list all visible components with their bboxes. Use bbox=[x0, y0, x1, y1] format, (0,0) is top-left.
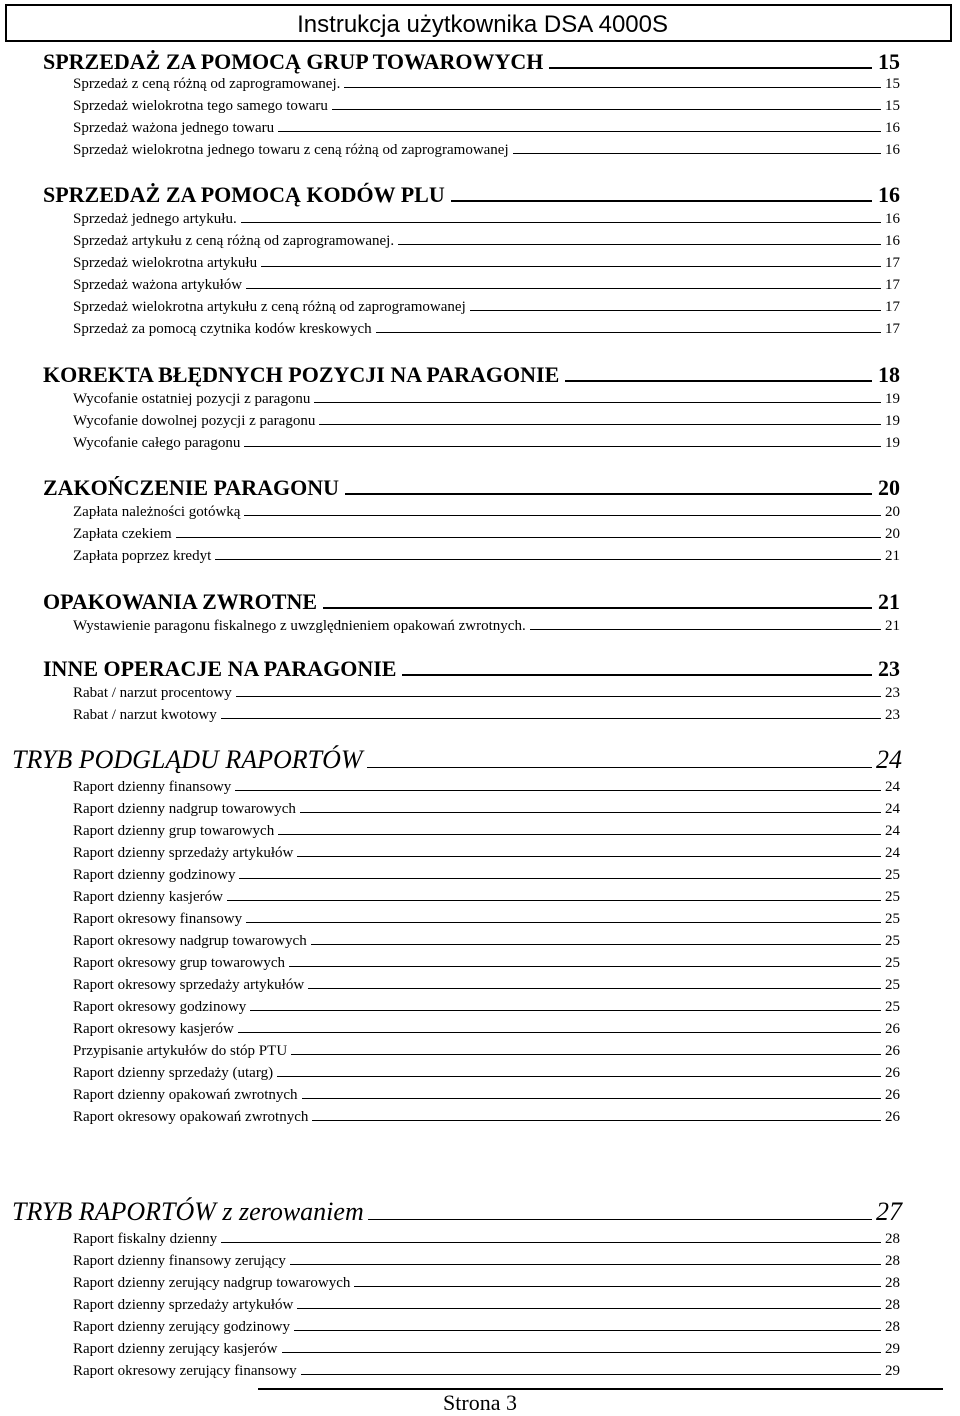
toc-entry[interactable] bbox=[73, 911, 900, 931]
toc-entry[interactable] bbox=[73, 211, 900, 231]
toc-leader-line bbox=[261, 266, 881, 267]
toc-section-heading[interactable] bbox=[43, 362, 900, 390]
toc-page-number: 24 bbox=[876, 745, 902, 774]
toc-section-heading[interactable] bbox=[12, 1197, 902, 1231]
toc-entry[interactable] bbox=[73, 526, 900, 546]
toc-leader-line bbox=[289, 966, 881, 967]
toc-entry-title: Sprzedaż ważona artykułów bbox=[73, 277, 243, 293]
toc-leader-line bbox=[368, 1219, 872, 1220]
toc-page-number: 15 bbox=[885, 98, 900, 114]
toc-page-number: 16 bbox=[885, 142, 900, 158]
toc-entry[interactable] bbox=[73, 1231, 900, 1251]
toc-leader-line bbox=[451, 200, 872, 202]
toc-entry-title: Raport dzienny kasjerów bbox=[73, 889, 223, 905]
toc-leader-line bbox=[235, 790, 881, 791]
toc-leader-line bbox=[376, 332, 881, 333]
footer-rule bbox=[258, 1388, 943, 1390]
toc-page-number: 19 bbox=[885, 391, 900, 407]
toc-entry-title: Raport dzienny zerujący godzinowy bbox=[73, 1319, 291, 1335]
toc-entry-title: Raport dzienny zerujący nadgrup towarowych bbox=[73, 1275, 351, 1291]
toc-entry[interactable] bbox=[73, 98, 900, 118]
toc-page-number: 20 bbox=[885, 526, 900, 542]
toc-entry[interactable] bbox=[73, 1297, 900, 1317]
toc-page-number: 15 bbox=[885, 76, 900, 92]
toc-leader-line bbox=[246, 922, 881, 923]
toc-leader-line bbox=[236, 696, 881, 697]
toc-page-number: 16 bbox=[885, 120, 900, 136]
toc-entry[interactable] bbox=[73, 435, 900, 455]
toc-leader-line bbox=[314, 402, 881, 403]
toc-entry-title: Raport dzienny sprzedaży (utarg) bbox=[73, 1065, 274, 1081]
toc-entry[interactable] bbox=[73, 955, 900, 975]
toc-leader-line bbox=[278, 131, 881, 132]
toc-leader-line bbox=[302, 1098, 881, 1099]
toc-leader-line bbox=[398, 244, 881, 245]
toc-page-number: 19 bbox=[885, 435, 900, 451]
toc-leader-line bbox=[367, 767, 872, 768]
toc-leader-line bbox=[246, 288, 881, 289]
toc-leader-line bbox=[308, 988, 881, 989]
toc-entry-title: Raport dzienny sprzedaży artykułów bbox=[73, 1297, 294, 1313]
toc-leader-line bbox=[294, 1330, 881, 1331]
toc-entry-title: Zapłata należności gotówką bbox=[73, 504, 241, 520]
toc-entry-title: Sprzedaż z ceną różną od zaprogramowanej. bbox=[73, 76, 341, 92]
toc-entry[interactable] bbox=[73, 1363, 900, 1383]
toc-entry[interactable] bbox=[73, 391, 900, 411]
toc-entry[interactable] bbox=[73, 142, 900, 162]
toc-section-heading[interactable] bbox=[43, 182, 900, 210]
toc-entry-title: Sprzedaż artykułu z ceną różną od zaprogramowanej. bbox=[73, 233, 395, 249]
toc-page-number: 28 bbox=[885, 1319, 900, 1335]
toc-leader-line bbox=[311, 944, 881, 945]
toc-entry-title: Raport okresowy godzinowy bbox=[73, 999, 247, 1015]
toc-page-number: 21 bbox=[885, 548, 900, 564]
toc-section-heading[interactable] bbox=[43, 656, 900, 684]
toc-section-heading[interactable] bbox=[12, 745, 902, 779]
toc-page-number: 29 bbox=[885, 1363, 900, 1379]
toc-entry-title: Przypisanie artykułów do stóp PTU bbox=[73, 1043, 288, 1059]
toc-page-number: 25 bbox=[885, 889, 900, 905]
toc-leader-line bbox=[176, 537, 881, 538]
toc-page-number: 26 bbox=[885, 1043, 900, 1059]
toc-entry[interactable] bbox=[73, 120, 900, 140]
toc-entry-title: Raport okresowy kasjerów bbox=[73, 1021, 234, 1037]
toc-entry-title: Zapłata czekiem bbox=[73, 526, 172, 542]
toc-page-number: 25 bbox=[885, 977, 900, 993]
toc-entry[interactable] bbox=[73, 1253, 900, 1273]
toc-entry[interactable] bbox=[73, 1341, 900, 1361]
toc-entry-title: Raport okresowy zerujący finansowy bbox=[73, 1363, 297, 1379]
toc-leader-line bbox=[549, 67, 872, 69]
toc-leader-line bbox=[470, 310, 881, 311]
toc-page-number: 26 bbox=[885, 1065, 900, 1081]
toc-entry[interactable] bbox=[73, 1021, 900, 1041]
toc-entry-title: KOREKTA BŁĘDNYCH POZYCJI NA PARAGONIE bbox=[43, 362, 560, 387]
toc-entry-title: Wycofanie całego paragonu bbox=[73, 435, 241, 451]
toc-entry-title: Raport dzienny zerujący kasjerów bbox=[73, 1341, 278, 1357]
toc-entry[interactable] bbox=[73, 76, 900, 96]
toc-entry-title: Wystawienie paragonu fiskalnego z uwzględnieniem opakowań zwrotnych. bbox=[73, 618, 526, 634]
toc-page-number: 23 bbox=[878, 656, 900, 681]
toc-page-number: 16 bbox=[878, 182, 900, 207]
toc-entry[interactable] bbox=[73, 779, 900, 799]
toc-entry[interactable] bbox=[73, 867, 900, 887]
toc-page-number: 21 bbox=[885, 618, 900, 634]
toc-entry[interactable] bbox=[73, 845, 900, 865]
toc-leader-line bbox=[238, 1032, 881, 1033]
toc-leader-line bbox=[244, 515, 881, 516]
toc-leader-line bbox=[227, 900, 881, 901]
toc-entry[interactable] bbox=[73, 413, 900, 433]
toc-entry[interactable] bbox=[73, 1043, 900, 1063]
toc-entry-title: OPAKOWANIA ZWROTNE bbox=[43, 589, 318, 614]
toc-entry-title: Raport fiskalny dzienny bbox=[73, 1231, 218, 1247]
toc-entry-title: Wycofanie ostatniej pozycji z paragonu bbox=[73, 391, 311, 407]
toc-entry[interactable] bbox=[73, 255, 900, 275]
toc-entry[interactable] bbox=[73, 707, 900, 727]
toc-entry-title: Sprzedaż wielokrotna artykułu z ceną różną od zaprogramowanej bbox=[73, 299, 466, 315]
toc-entry[interactable] bbox=[73, 801, 900, 821]
toc-page-number: 23 bbox=[885, 707, 900, 723]
toc-entry-title: Wycofanie dowolnej pozycji z paragonu bbox=[73, 413, 316, 429]
toc-leader-line bbox=[300, 812, 881, 813]
toc-entry-title: Raport okresowy grup towarowych bbox=[73, 955, 286, 971]
toc-entry-title: Sprzedaż wielokrotna jednego towaru z ceną różną od zaprogramowanej bbox=[73, 142, 509, 158]
toc-page-number: 24 bbox=[885, 823, 900, 839]
toc-section-heading[interactable] bbox=[43, 475, 900, 503]
toc-entry[interactable] bbox=[73, 1087, 900, 1107]
toc-page-number: 25 bbox=[885, 867, 900, 883]
toc-leader-line bbox=[513, 153, 881, 154]
toc-page-number: 23 bbox=[885, 685, 900, 701]
toc-entry-title: Raport dzienny nadgrup towarowych bbox=[73, 801, 296, 817]
toc-entry-title: Rabat / narzut kwotowy bbox=[73, 707, 217, 723]
toc-page-number: 26 bbox=[885, 1109, 900, 1125]
toc-entry[interactable] bbox=[73, 999, 900, 1019]
toc-entry-title: Raport okresowy opakowań zwrotnych bbox=[73, 1109, 309, 1125]
toc-leader-line bbox=[244, 446, 881, 447]
toc-leader-line bbox=[332, 109, 881, 110]
toc-entry-title: Sprzedaż wielokrotna artykułu bbox=[73, 255, 258, 271]
toc-entry-title: INNE OPERACJE NA PARAGONIE bbox=[43, 656, 397, 681]
toc-entry-title: TRYB RAPORTÓW z zerowaniem bbox=[12, 1197, 364, 1226]
toc-entry-title: Raport okresowy nadgrup towarowych bbox=[73, 933, 307, 949]
toc-entry-title: Sprzedaż wielokrotna tego samego towaru bbox=[73, 98, 328, 114]
toc-entry-title: Sprzedaż ważona jednego towaru bbox=[73, 120, 275, 136]
toc-entry[interactable] bbox=[73, 321, 900, 341]
toc-leader-line bbox=[241, 222, 881, 223]
toc-page-number: 20 bbox=[885, 504, 900, 520]
toc-page-number: 29 bbox=[885, 1341, 900, 1357]
toc-entry-title: Raport dzienny finansowy zerujący bbox=[73, 1253, 286, 1269]
toc-page-number: 21 bbox=[878, 589, 900, 614]
toc-entry[interactable] bbox=[73, 685, 900, 705]
toc-leader-line bbox=[319, 424, 881, 425]
toc-leader-line bbox=[344, 87, 881, 88]
toc-entry-title: Raport dzienny finansowy bbox=[73, 779, 232, 795]
toc-entry-title: Rabat / narzut procentowy bbox=[73, 685, 232, 701]
toc-page-number: 19 bbox=[885, 413, 900, 429]
toc-entry[interactable] bbox=[73, 1109, 900, 1129]
toc-entry[interactable] bbox=[73, 504, 900, 524]
toc-entry-title: Raport dzienny opakowań zwrotnych bbox=[73, 1087, 298, 1103]
toc-leader-line bbox=[402, 674, 872, 676]
toc-entry-title: ZAKOŃCZENIE PARAGONU bbox=[43, 475, 340, 500]
toc-page-number: 25 bbox=[885, 955, 900, 971]
toc-section-heading[interactable] bbox=[43, 589, 900, 617]
toc-page-number: 15 bbox=[878, 49, 900, 74]
toc-leader-line bbox=[215, 559, 881, 560]
toc-entry[interactable] bbox=[73, 1319, 900, 1339]
toc-entry[interactable] bbox=[73, 1275, 900, 1295]
toc-entry-title: Sprzedaż za pomocą czytnika kodów kreskowych bbox=[73, 321, 372, 337]
toc-page-number: 16 bbox=[885, 233, 900, 249]
toc-entry-title: Raport dzienny sprzedaży artykułów bbox=[73, 845, 294, 861]
toc-page-number: 26 bbox=[885, 1087, 900, 1103]
toc-leader-line bbox=[277, 1076, 881, 1077]
toc-page-number: 24 bbox=[885, 845, 900, 861]
toc-entry[interactable] bbox=[73, 277, 900, 297]
toc-leader-line bbox=[239, 878, 881, 879]
toc-leader-line bbox=[290, 1264, 881, 1265]
toc-page-number: 28 bbox=[885, 1253, 900, 1269]
toc-entry-title: Raport okresowy finansowy bbox=[73, 911, 243, 927]
toc-page-number: 18 bbox=[878, 362, 900, 387]
toc-leader-line bbox=[297, 1308, 881, 1309]
toc-leader-line bbox=[530, 629, 881, 630]
toc-entry[interactable] bbox=[73, 823, 900, 843]
toc-entry-title: Zapłata poprzez kredyt bbox=[73, 548, 212, 564]
toc-page-number: 17 bbox=[885, 277, 900, 293]
toc-entry-title: SPRZEDAŻ ZA POMOCĄ KODÓW PLU bbox=[43, 182, 445, 207]
toc-page-number: 28 bbox=[885, 1297, 900, 1313]
toc-entry-title: Sprzedaż jednego artykułu. bbox=[73, 211, 237, 227]
toc-entry-title: Raport dzienny godzinowy bbox=[73, 867, 236, 883]
toc-entry[interactable] bbox=[73, 1065, 900, 1085]
toc-page-number: 16 bbox=[885, 211, 900, 227]
toc-entry[interactable] bbox=[73, 618, 900, 638]
toc-leader-line bbox=[354, 1286, 881, 1287]
toc-page-number: 17 bbox=[885, 321, 900, 337]
toc-leader-line bbox=[312, 1120, 881, 1121]
toc-leader-line bbox=[221, 1242, 881, 1243]
toc-entry[interactable] bbox=[73, 889, 900, 909]
toc-page-number: 28 bbox=[885, 1231, 900, 1247]
toc-page-number: 25 bbox=[885, 911, 900, 927]
toc-leader-line bbox=[297, 856, 881, 857]
document-title: Instrukcja użytkownika DSA 4000S bbox=[297, 11, 668, 38]
toc-leader-line bbox=[565, 380, 872, 382]
toc-page-number: 26 bbox=[885, 1021, 900, 1037]
toc-leader-line bbox=[278, 834, 881, 835]
toc-entry[interactable] bbox=[73, 933, 900, 953]
toc-page-number: 17 bbox=[885, 255, 900, 271]
toc-entry-title: TRYB PODGLĄDU RAPORTÓW bbox=[12, 745, 363, 774]
toc-entry-title: SPRZEDAŻ ZA POMOCĄ GRUP TOWAROWYCH bbox=[43, 49, 544, 74]
toc-page-number: 27 bbox=[876, 1197, 902, 1226]
toc-page-number: 25 bbox=[885, 933, 900, 949]
toc-section-heading[interactable] bbox=[43, 49, 900, 77]
toc-entry-title: Raport dzienny grup towarowych bbox=[73, 823, 275, 839]
toc-entry[interactable] bbox=[73, 233, 900, 253]
page-number-label: Strona 3 bbox=[443, 1390, 517, 1415]
toc-leader-line bbox=[282, 1352, 882, 1353]
toc-leader-line bbox=[323, 607, 872, 609]
toc-leader-line bbox=[291, 1054, 881, 1055]
toc-page-number: 17 bbox=[885, 299, 900, 315]
toc-entry[interactable] bbox=[73, 299, 900, 319]
toc-page-number: 25 bbox=[885, 999, 900, 1015]
toc-entry-title: Raport okresowy sprzedaży artykułów bbox=[73, 977, 305, 993]
toc-entry[interactable] bbox=[73, 977, 900, 997]
toc-entry[interactable] bbox=[73, 548, 900, 568]
toc-page-number: 24 bbox=[885, 801, 900, 817]
toc-page-number: 20 bbox=[878, 475, 900, 500]
toc-page-number: 24 bbox=[885, 779, 900, 795]
toc-page-number: 28 bbox=[885, 1275, 900, 1291]
toc-leader-line bbox=[301, 1374, 881, 1375]
toc-leader-line bbox=[221, 718, 881, 719]
toc-leader-line bbox=[345, 493, 872, 495]
toc-leader-line bbox=[250, 1010, 881, 1011]
